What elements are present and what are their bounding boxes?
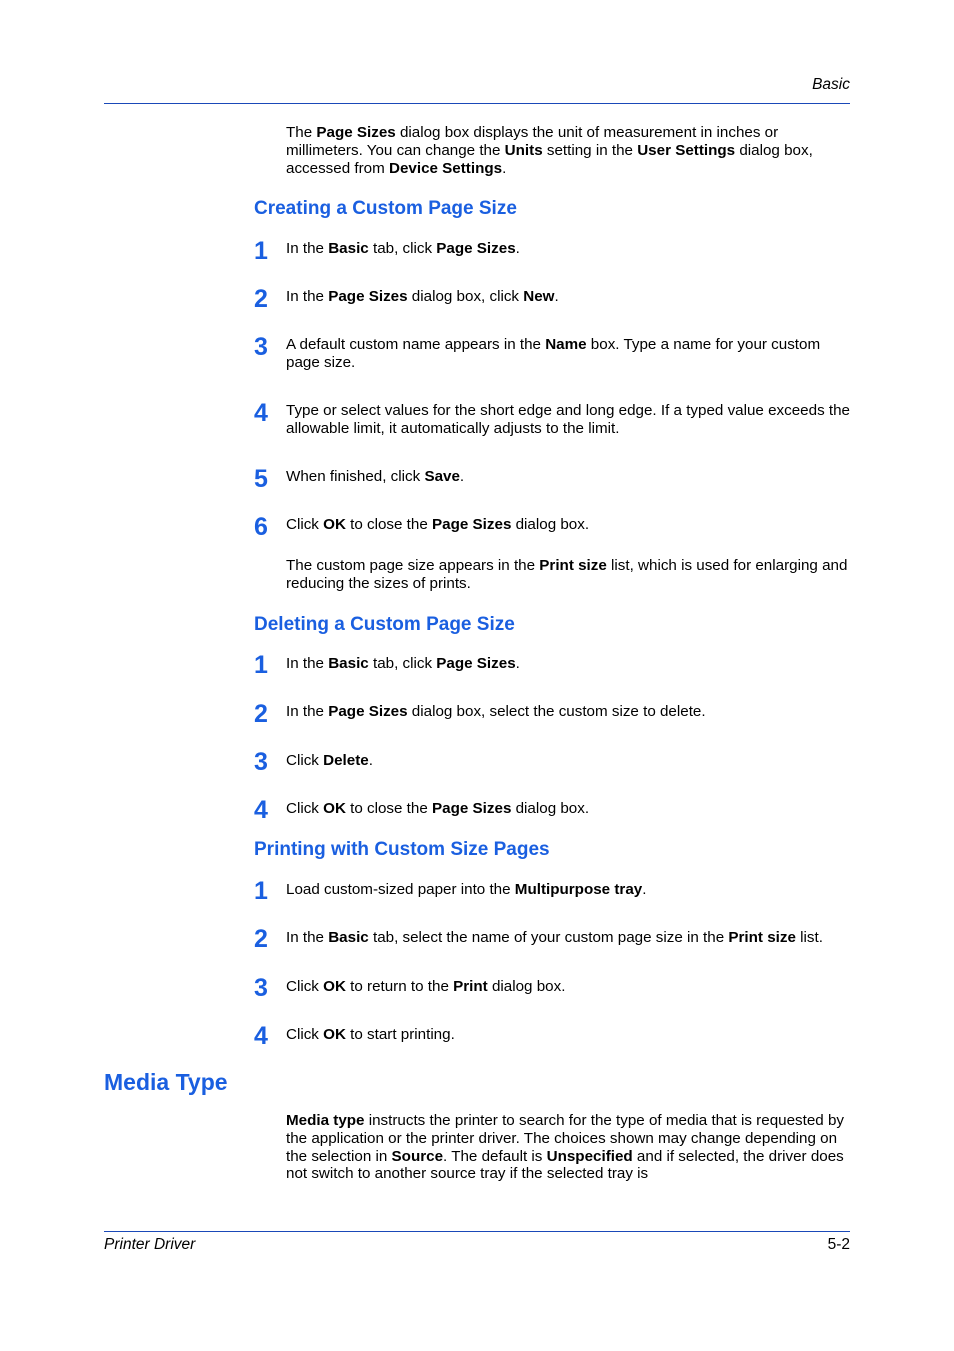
step-number: 2 — [254, 285, 268, 313]
bold-term: New — [523, 288, 555, 305]
step-number: 4 — [254, 1022, 268, 1050]
bold-term: User Settings — [637, 141, 736, 159]
step-text: A default custom name appears in the Name box. Type a name for your custom page size. — [286, 336, 821, 371]
bold-term: Basic — [328, 655, 369, 672]
bold-term: Basic — [328, 929, 369, 946]
heading-creating-custom-page-size: Creating a Custom Page Size — [254, 198, 517, 219]
bold-term: Page Sizes — [328, 288, 408, 305]
step-number: 4 — [254, 399, 268, 427]
step-text: In the Basic tab, click Page Sizes. — [286, 655, 520, 672]
bold-term: OK — [323, 978, 346, 995]
step-number: 2 — [254, 925, 268, 953]
step-text: In the Page Sizes dialog box, click New. — [286, 288, 559, 305]
bold-term: Page Sizes — [316, 124, 396, 141]
bold-term: Units — [504, 141, 543, 159]
media-type-paragraph: Media type instructs the printer to search for the type of media that is requested by the application or the printer driver. The choices shown may change depending on the selection in Source. The default is Unspecified and if selected, the driver does not switch to another source tray if the selected tray is — [286, 1112, 844, 1183]
step-text: When finished, click Save. — [286, 468, 465, 485]
step-number: 1 — [254, 651, 268, 679]
bold-term: Page Sizes — [328, 703, 408, 720]
footer-doc-title: Printer Driver — [104, 1236, 196, 1253]
step-note: The custom page size appears in the Print size list, which is used for enlarging and reducing the sizes of prints. — [286, 557, 848, 592]
bold-term: Print size — [728, 929, 796, 946]
bold-term: Name — [545, 336, 587, 353]
bold-term: OK — [323, 1026, 346, 1043]
heading-media-type: Media Type — [104, 1069, 228, 1095]
heading-deleting-custom-page-size: Deleting a Custom Page Size — [254, 614, 515, 635]
bold-term: Page Sizes — [432, 516, 512, 533]
footer-rule — [104, 1231, 850, 1232]
bold-term: Print size — [539, 557, 607, 574]
heading-printing-custom-size-pages: Printing with Custom Size Pages — [254, 839, 550, 860]
page-header-title: Basic — [812, 76, 850, 93]
bold-term: Delete — [323, 752, 369, 769]
step-number: 3 — [254, 333, 268, 361]
step-number: 3 — [254, 748, 268, 776]
step-text: Load custom-sized paper into the Multipurpose tray. — [286, 881, 647, 898]
bold-term: Page Sizes — [436, 655, 516, 672]
step-text: In the Basic tab, select the name of your custom page size in the Print size list. — [286, 929, 823, 946]
step-text: In the Page Sizes dialog box, select the custom size to delete. — [286, 703, 706, 720]
step-number: 5 — [254, 465, 268, 493]
step-number: 4 — [254, 796, 268, 824]
bold-term: Source — [391, 1147, 444, 1165]
step-text: Click Delete. — [286, 752, 373, 769]
step-text: Click OK to close the Page Sizes dialog box. — [286, 800, 590, 817]
step-number: 1 — [254, 237, 268, 265]
step-text: Type or select values for the short edge and long edge. If a typed value exceeds the allowable limit, it automatically adjusts to the limit. — [286, 402, 850, 437]
bold-term: Unspecified — [546, 1147, 633, 1165]
header-rule — [104, 103, 850, 104]
bold-term: Page Sizes — [436, 240, 516, 257]
bold-term: Save — [424, 468, 460, 485]
step-number: 6 — [254, 513, 268, 541]
bold-term: Page Sizes — [432, 800, 512, 817]
step-text: In the Basic tab, click Page Sizes. — [286, 240, 520, 257]
bold-term: Basic — [328, 240, 369, 257]
footer-page-number: 5-2 — [827, 1236, 850, 1253]
step-text: Click OK to close the Page Sizes dialog box. — [286, 516, 590, 533]
bold-term: Media type — [286, 1112, 365, 1129]
bold-term: OK — [323, 800, 346, 817]
bold-term: OK — [323, 516, 346, 533]
step-number: 3 — [254, 974, 268, 1002]
step-text: Click OK to return to the Print dialog box. — [286, 978, 566, 995]
bold-term: Multipurpose tray — [514, 881, 643, 898]
intro-paragraph: The Page Sizes dialog box displays the unit of measurement in inches or millimeters. You can change the Units setting in the User Settings dialog box, accessed from Device Settings. — [286, 124, 813, 177]
step-number: 1 — [254, 877, 268, 905]
bold-term: Device Settings — [388, 159, 503, 177]
step-number: 2 — [254, 700, 268, 728]
bold-term: Print — [453, 978, 488, 995]
step-text: Click OK to start printing. — [286, 1026, 455, 1043]
